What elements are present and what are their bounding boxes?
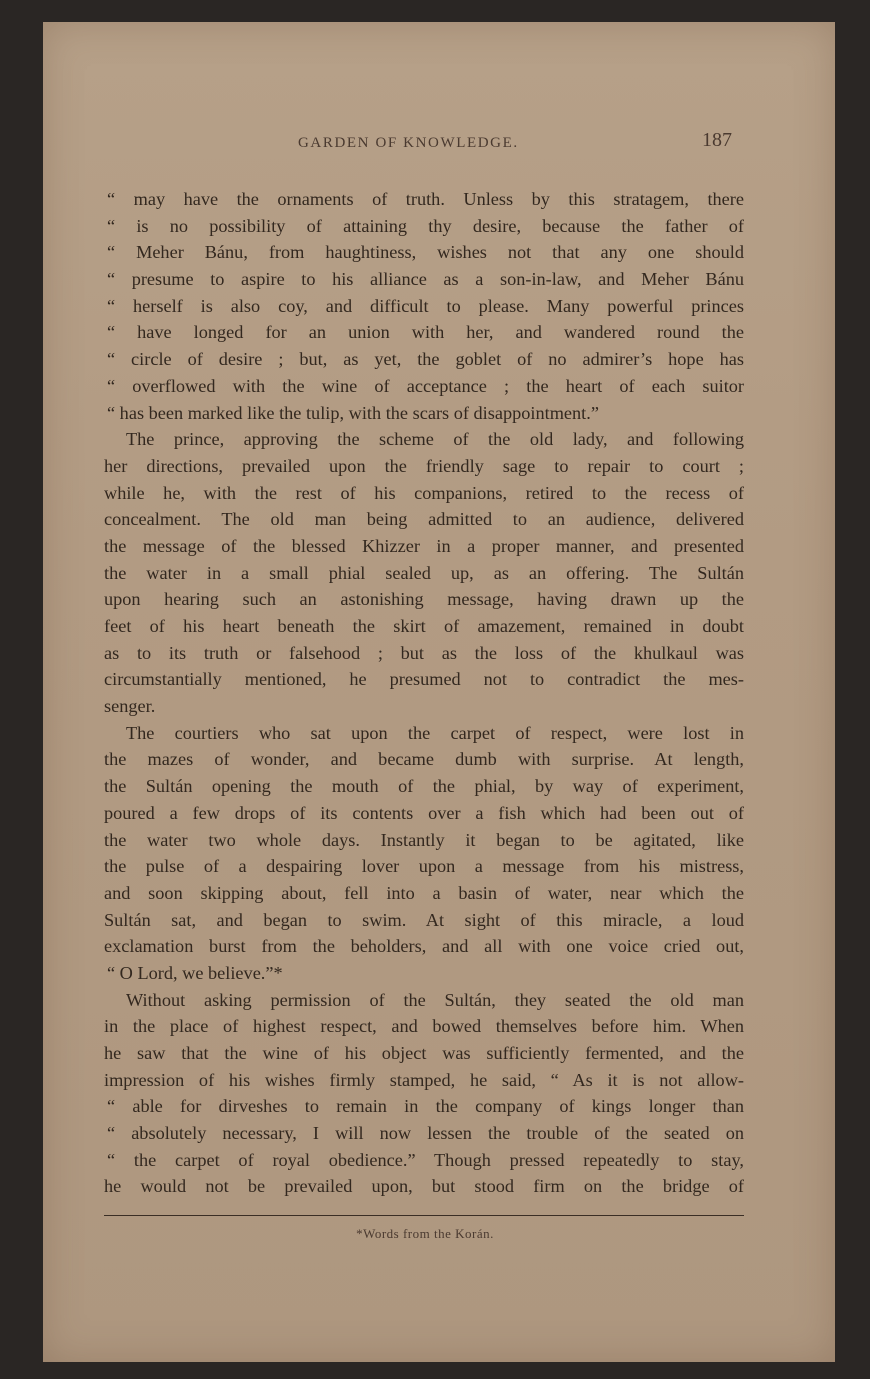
text-line: “ presume to aspire to his alliance as a son-in-law, and Meher Bánu xyxy=(107,269,744,290)
text-line: upon hearing such an astonishing message, having drawn up the xyxy=(104,589,744,610)
text-line: The prince, approving the scheme of the old lady, and following xyxy=(126,429,744,450)
text-line: “ able for dirveshes to remain in the company of kings longer than xyxy=(107,1096,744,1117)
text-line: The courtiers who sat upon the carpet of respect, were lost in xyxy=(126,722,744,743)
text-line: “ absolutely necessary, I will now lessen the trouble of the seated on xyxy=(107,1123,744,1144)
footnote-rule xyxy=(104,1215,744,1216)
page-body-text xyxy=(104,186,744,1200)
text-line: “ O Lord, we believe.”* xyxy=(107,962,283,983)
text-line: the mazes of wonder, and became dumb with surprise. At length, xyxy=(104,749,744,770)
text-line: as to its truth or falsehood ; but as the loss of the khulkaul was xyxy=(104,642,744,663)
text-line: in the place of highest respect, and bowed themselves before him. When xyxy=(104,1016,744,1037)
text-line: “ overflowed with the wine of acceptance ; the heart of each suitor xyxy=(107,375,744,396)
text-line: exclamation burst from the beholders, and all with one voice cried out, xyxy=(104,936,744,957)
text-line: “ the carpet of royal obedience.” Though pressed repeatedly to stay, xyxy=(107,1149,744,1170)
text-line: the Sultán opening the mouth of the phial, by way of experiment, xyxy=(104,776,744,797)
page-number: 187 xyxy=(702,129,732,151)
text-line: feet of his heart beneath the skirt of amazement, remained in doubt xyxy=(104,616,744,636)
text-line: “ herself is also coy, and difficult to please. Many powerful princes xyxy=(107,295,744,316)
text-line: concealment. The old man being admitted to an audience, delivered xyxy=(104,509,744,530)
text-line: circumstantially mentioned, he presumed not to contradict the mes- xyxy=(104,669,744,690)
text-line: he would not be prevailed upon, but stood firm on the bridge of xyxy=(104,1176,744,1197)
text-line: “ Meher Bánu, from haughtiness, wishes not that any one should xyxy=(107,242,744,263)
text-line: the water in a small phial sealed up, as an offering. The Sultán xyxy=(104,562,744,583)
running-title: GARDEN OF KNOWLEDGE. xyxy=(298,135,519,151)
text-line: senger. xyxy=(104,696,156,717)
text-line: the message of the blessed Khizzer in a proper manner, and presented xyxy=(104,535,744,556)
footnote: *Words from the Korán. xyxy=(356,1226,494,1241)
text-line: “ may have the ornaments of truth. Unless by this stratagem, there xyxy=(107,189,744,209)
text-line: the pulse of a despairing lover upon a message from his mistress, xyxy=(104,856,744,877)
text-line: Sultán sat, and began to swim. At sight of this miracle, a loud xyxy=(104,909,744,930)
text-line: he saw that the wine of his object was sufficiently fermented, and the xyxy=(104,1043,744,1063)
text-line: poured a few drops of its contents over a fish which had been out of xyxy=(104,802,744,823)
text-line: and soon skipping about, fell into a basin of water, near which the xyxy=(104,882,744,903)
text-line: the water two whole days. Instantly it began to be agitated, like xyxy=(104,829,744,850)
text-line: impression of his wishes firmly stamped, he said, “ As it is not allow- xyxy=(104,1069,744,1090)
text-line: “ is no possibility of attaining thy desire, because the father of xyxy=(107,215,744,236)
text-line: “ circle of desire ; but, as yet, the goblet of no admirer’s hope has xyxy=(107,349,744,370)
text-line: “ have longed for an union with her, and wandered round the xyxy=(107,322,744,343)
text-line: her directions, prevailed upon the friendly sage to repair to court ; xyxy=(104,455,744,476)
text-line: Without asking permission of the Sultán, they seated the old man xyxy=(126,989,744,1010)
text-line: while he, with the rest of his companions, retired to the recess of xyxy=(104,482,744,503)
text-line: “ has been marked like the tulip, with the scars of disappointment.” xyxy=(107,402,599,423)
